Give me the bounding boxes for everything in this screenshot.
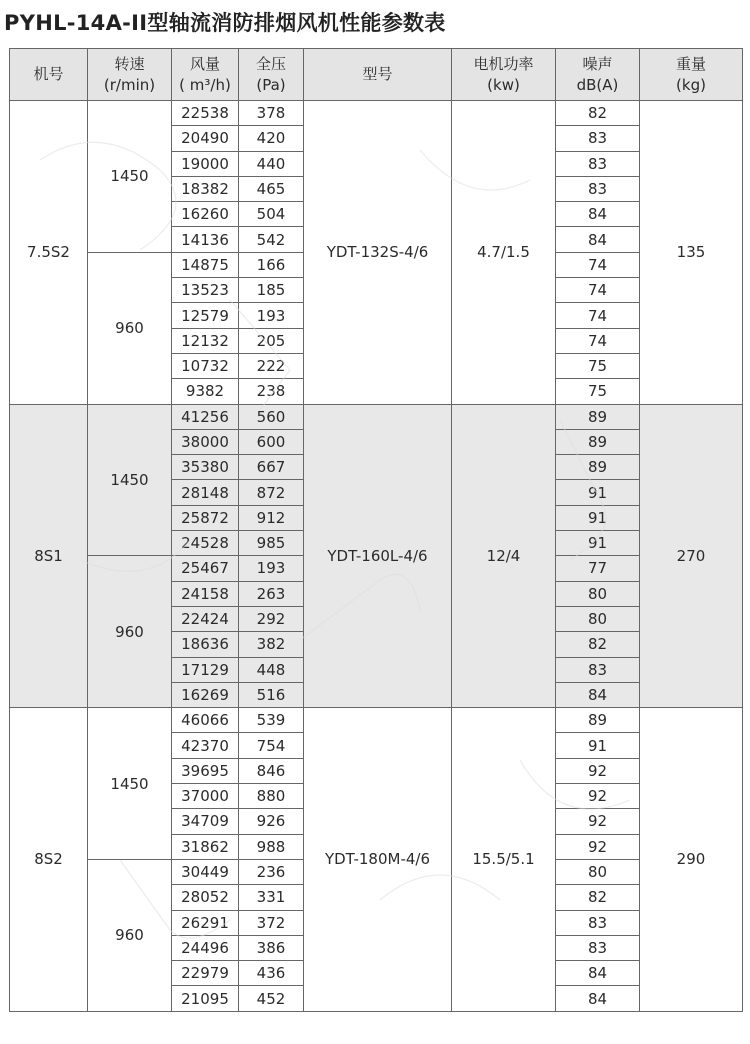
header-model-no: 机号 — [10, 49, 88, 101]
header-row — [10, 49, 743, 101]
noise-cell: 82 — [556, 885, 640, 910]
weight-cell: 135 — [640, 101, 743, 405]
airflow-cell: 22424 — [172, 606, 239, 631]
header-speed: 转速 (r/min) — [88, 49, 172, 101]
noise-cell: 89 — [556, 708, 640, 733]
pressure-cell: 880 — [239, 784, 304, 809]
airflow-cell: 24496 — [172, 935, 239, 960]
airflow-cell: 25467 — [172, 556, 239, 581]
noise-cell: 91 — [556, 733, 640, 758]
pressure-cell: 600 — [239, 429, 304, 454]
airflow-cell: 22979 — [172, 961, 239, 986]
pressure-cell: 452 — [239, 986, 304, 1011]
speed-cell: 960 — [88, 252, 172, 404]
airflow-cell: 16260 — [172, 202, 239, 227]
noise-cell: 83 — [556, 126, 640, 151]
weight-cell: 270 — [640, 404, 743, 708]
noise-cell: 80 — [556, 581, 640, 606]
pressure-cell: 193 — [239, 556, 304, 581]
pressure-cell: 440 — [239, 151, 304, 176]
airflow-cell: 39695 — [172, 758, 239, 783]
weight-cell: 290 — [640, 708, 743, 1012]
airflow-cell: 17129 — [172, 657, 239, 682]
noise-cell: 80 — [556, 859, 640, 884]
pressure-cell: 292 — [239, 606, 304, 631]
airflow-cell: 35380 — [172, 455, 239, 480]
airflow-cell: 38000 — [172, 429, 239, 454]
noise-cell: 89 — [556, 455, 640, 480]
pressure-cell: 465 — [239, 176, 304, 201]
noise-cell: 92 — [556, 809, 640, 834]
power-cell: 15.5/5.1 — [452, 708, 556, 1012]
header-airflow: 风量 ( m³/h) — [172, 49, 239, 101]
model-no-cell: 8S2 — [10, 708, 88, 1012]
pressure-cell: 539 — [239, 708, 304, 733]
noise-cell: 74 — [556, 303, 640, 328]
pressure-cell: 448 — [239, 657, 304, 682]
noise-cell: 82 — [556, 632, 640, 657]
page-title: PYHL-14A-II型轴流消防排烟风机性能参数表 — [4, 11, 446, 35]
noise-cell: 80 — [556, 606, 640, 631]
pressure-cell: 436 — [239, 961, 304, 986]
airflow-cell: 10732 — [172, 353, 239, 378]
pressure-cell: 238 — [239, 379, 304, 404]
noise-cell: 91 — [556, 480, 640, 505]
pressure-cell: 263 — [239, 581, 304, 606]
pressure-cell: 372 — [239, 910, 304, 935]
noise-cell: 83 — [556, 176, 640, 201]
header-weight: 重量 (kg) — [640, 49, 743, 101]
pressure-cell: 985 — [239, 531, 304, 556]
pressure-cell: 504 — [239, 202, 304, 227]
speed-cell: 1450 — [88, 404, 172, 556]
power-cell: 4.7/1.5 — [452, 101, 556, 405]
pressure-cell: 846 — [239, 758, 304, 783]
noise-cell: 74 — [556, 278, 640, 303]
airflow-cell: 20490 — [172, 126, 239, 151]
motor-model-cell: YDT-180M-4/6 — [304, 708, 452, 1012]
pressure-cell: 331 — [239, 885, 304, 910]
noise-cell: 84 — [556, 202, 640, 227]
airflow-cell: 42370 — [172, 733, 239, 758]
noise-cell: 83 — [556, 151, 640, 176]
airflow-cell: 41256 — [172, 404, 239, 429]
airflow-cell: 30449 — [172, 859, 239, 884]
pressure-cell: 667 — [239, 455, 304, 480]
speed-cell: 960 — [88, 556, 172, 708]
motor-model-cell: YDT-132S-4/6 — [304, 101, 452, 405]
model-no-cell: 8S1 — [10, 404, 88, 708]
noise-cell: 91 — [556, 531, 640, 556]
noise-cell: 92 — [556, 834, 640, 859]
pressure-cell: 382 — [239, 632, 304, 657]
pressure-cell: 420 — [239, 126, 304, 151]
power-cell: 12/4 — [452, 404, 556, 708]
airflow-cell: 9382 — [172, 379, 239, 404]
noise-cell: 74 — [556, 328, 640, 353]
airflow-cell: 25872 — [172, 505, 239, 530]
pressure-cell: 754 — [239, 733, 304, 758]
airflow-cell: 31862 — [172, 834, 239, 859]
pressure-cell: 542 — [239, 227, 304, 252]
model-no-cell: 7.5S2 — [10, 101, 88, 405]
noise-cell: 83 — [556, 935, 640, 960]
airflow-cell: 22538 — [172, 101, 239, 126]
table-row — [10, 708, 743, 733]
noise-cell: 77 — [556, 556, 640, 581]
airflow-cell: 13523 — [172, 278, 239, 303]
speed-cell: 960 — [88, 859, 172, 1011]
noise-cell: 92 — [556, 758, 640, 783]
noise-cell: 89 — [556, 429, 640, 454]
noise-cell: 91 — [556, 505, 640, 530]
table-row — [10, 101, 743, 126]
airflow-cell: 18382 — [172, 176, 239, 201]
noise-cell: 84 — [556, 961, 640, 986]
noise-cell: 84 — [556, 682, 640, 707]
airflow-cell: 18636 — [172, 632, 239, 657]
airflow-cell: 26291 — [172, 910, 239, 935]
airflow-cell: 12579 — [172, 303, 239, 328]
header-motor-model: 型号 — [304, 49, 452, 101]
airflow-cell: 24528 — [172, 531, 239, 556]
airflow-cell: 24158 — [172, 581, 239, 606]
airflow-cell: 28148 — [172, 480, 239, 505]
airflow-cell: 34709 — [172, 809, 239, 834]
speed-cell: 1450 — [88, 101, 172, 253]
pressure-cell: 988 — [239, 834, 304, 859]
header-noise: 噪声 dB(A) — [556, 49, 640, 101]
airflow-cell: 16269 — [172, 682, 239, 707]
pressure-cell: 378 — [239, 101, 304, 126]
pressure-cell: 386 — [239, 935, 304, 960]
noise-cell: 83 — [556, 657, 640, 682]
noise-cell: 89 — [556, 404, 640, 429]
pressure-cell: 872 — [239, 480, 304, 505]
table-row — [10, 404, 743, 429]
airflow-cell: 14136 — [172, 227, 239, 252]
noise-cell: 75 — [556, 353, 640, 378]
header-power: 电机功率 (kw) — [452, 49, 556, 101]
pressure-cell: 205 — [239, 328, 304, 353]
pressure-cell: 926 — [239, 809, 304, 834]
pressure-cell: 185 — [239, 278, 304, 303]
table-body — [10, 101, 743, 1012]
airflow-cell: 14875 — [172, 252, 239, 277]
noise-cell: 83 — [556, 910, 640, 935]
noise-cell: 82 — [556, 101, 640, 126]
pressure-cell: 912 — [239, 505, 304, 530]
noise-cell: 75 — [556, 379, 640, 404]
header-pressure: 全压 (Pa) — [239, 49, 304, 101]
airflow-cell: 28052 — [172, 885, 239, 910]
speed-cell: 1450 — [88, 708, 172, 860]
noise-cell: 84 — [556, 227, 640, 252]
airflow-cell: 46066 — [172, 708, 239, 733]
pressure-cell: 236 — [239, 859, 304, 884]
noise-cell: 92 — [556, 784, 640, 809]
noise-cell: 74 — [556, 252, 640, 277]
pressure-cell: 560 — [239, 404, 304, 429]
airflow-cell: 37000 — [172, 784, 239, 809]
pressure-cell: 516 — [239, 682, 304, 707]
airflow-cell: 12132 — [172, 328, 239, 353]
pressure-cell: 166 — [239, 252, 304, 277]
pressure-cell: 193 — [239, 303, 304, 328]
motor-model-cell: YDT-160L-4/6 — [304, 404, 452, 708]
pressure-cell: 222 — [239, 353, 304, 378]
airflow-cell: 21095 — [172, 986, 239, 1011]
noise-cell: 84 — [556, 986, 640, 1011]
performance-table — [9, 48, 743, 1012]
airflow-cell: 19000 — [172, 151, 239, 176]
